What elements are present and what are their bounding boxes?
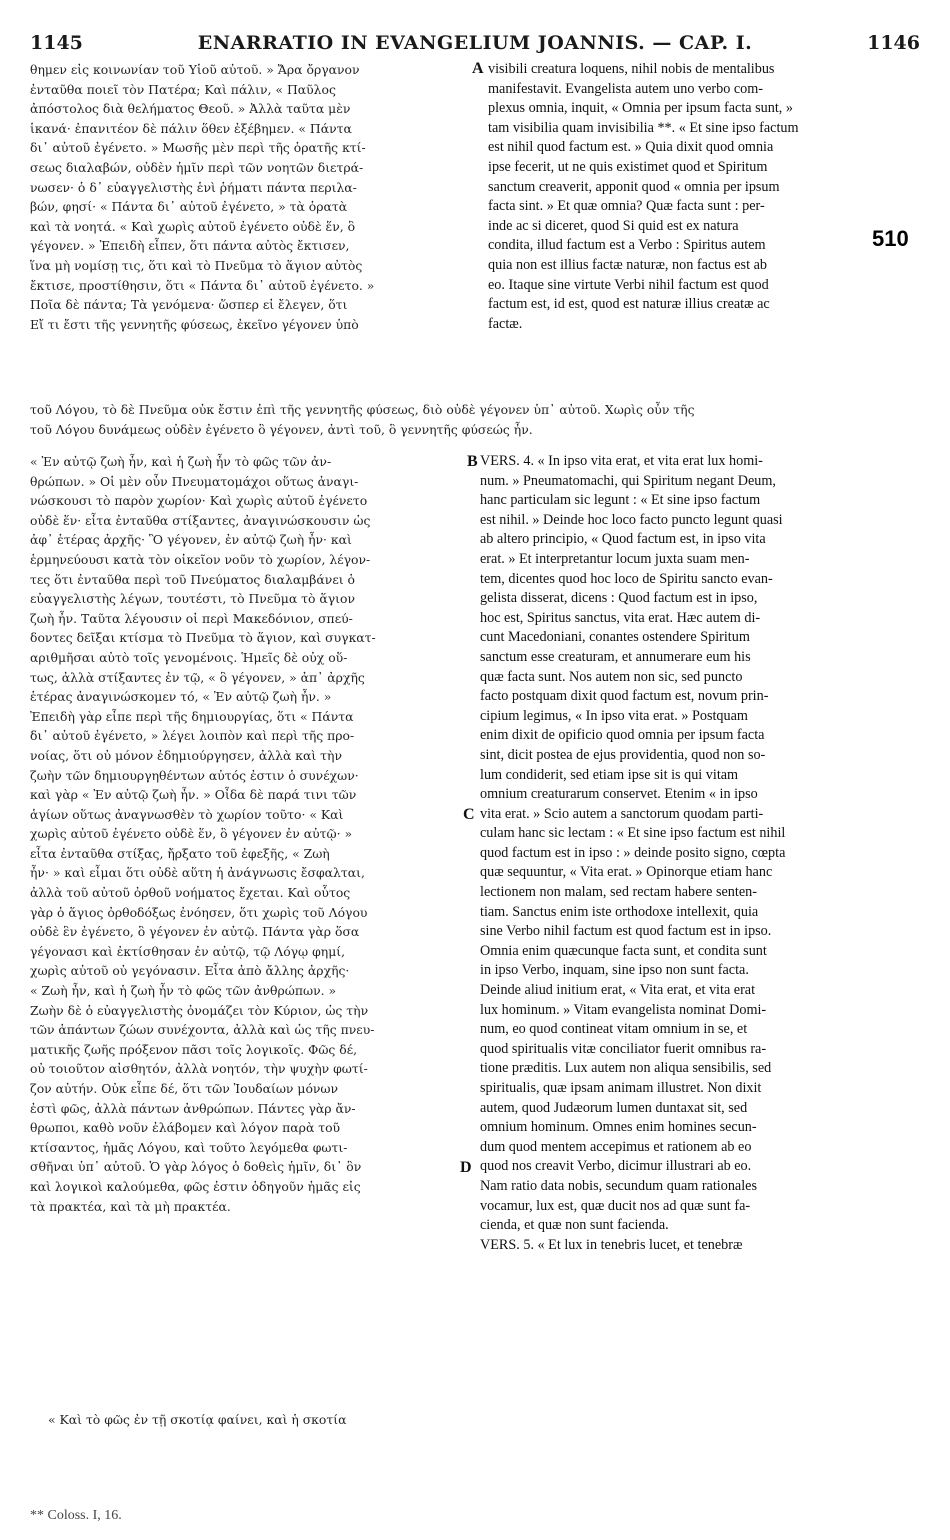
greek-line: ἀπόστολος διὰ θελήματος Θεοῦ. » Ἀλλὰ ταῦτα μὲν [30, 101, 351, 117]
latin-line: quod nos creavit Verbo, dicimur illustrari ab eo. [480, 1158, 752, 1175]
greek-line: γέγονασι καὶ ἐκτίσθησαν ἐν αὐτῷ, τῷ Λόγῳ φημί, [30, 943, 346, 959]
greek-line: ζον αὐτήν. Οὐκ εἶπε δέ, ὅτι τῶν Ἰουδαίων μόνων [30, 1081, 339, 1096]
greek-line: τως, ἀλλὰ στίξαντες ἐν τῷ, « ὃ γέγονεν, » ἀπ᾽ ἀρχῆς [30, 669, 365, 685]
greek-line: ἐστὶ φῶς, ἀλλὰ πάντων ἀνθρώπων. Πάντες γὰρ ἄν- [30, 1100, 356, 1116]
latin-line: Nam ratio data nobis, secundum quam rationales [480, 1177, 757, 1194]
latin-line: cipium legimus, « In ipso vita erat. » Postquam [480, 707, 748, 724]
latin-line: sanctum esse creaturam, et annumerare eum his [480, 648, 751, 665]
latin-line: sine Verbo nihil factum est quod factum est in ipso. [480, 923, 772, 940]
greek-line: χωρὶς αὐτοῦ οὐ γεγόνασιν. Εἶτα ἀπὸ ἄλλης ἀρχῆς· [30, 963, 350, 979]
latin-line: num, eo quod contineat vitam omnium in se, et [480, 1021, 748, 1038]
greek-line: νοίας, ὅτι οὐ μόνον ἐδημιούργησεν, ἀλλὰ καὶ τὴν [30, 747, 342, 763]
latin-line: autem, quod Judæorum lumen duntaxat sit, sed [480, 1099, 748, 1116]
latin-line: condita, illud factum est a Verbo : Spiritus autem [488, 237, 766, 254]
latin-column-top [488, 60, 918, 334]
greek-line: νωσεν· ὁ δ᾽ εὐαγγελιστὴς ἑνὶ ῥήματι πάντα περιλα- [30, 179, 357, 195]
running-title: ENARRATIO IN EVANGELIUM JOANNIS. — CAP. I. [197, 32, 753, 54]
greek-last-line [48, 1410, 468, 1430]
column-marker-b: B [467, 453, 478, 470]
greek-line: χωρὶς αὐτοῦ ἐγένετο οὐδὲ ἕν, ὃ γέγονεν ἐν αὐτῷ· » [30, 826, 353, 842]
greek-line: οὐ τοιοῦτον αἰσθητόν, ἀλλὰ νοητόν, τὴν ψυχὴν φωτί- [30, 1061, 368, 1077]
latin-line: quod spiritualis vitæ conciliator fuerit omnibus ra- [480, 1040, 767, 1057]
greek-line: βών, φησί· « Πάντα δι᾽ αὐτοῦ ἐγένετο, » τὰ ὁρατὰ [30, 199, 348, 215]
latin-line: quæ facta sunt. Nos autem non sic, sed puncto [480, 668, 743, 685]
latin-line: VERS. 4. « In ipso vita erat, et vita erat lux homi- [480, 453, 763, 469]
latin-line: tiam. Sanctus enim iste orthodoxe intellexit, quia [480, 903, 759, 920]
latin-line: VERS. 5. « Et lux in tenebris lucet, et tenebræ [480, 1236, 743, 1253]
greek-line: οὐδὲ ἕν· εἶτα ἐνταῦθα στίξαντες, ἀναγινώσκουσιν ὡς [30, 512, 371, 528]
latin-line: tam visibilia quam invisibilia **. « Et sine ipso factum [488, 119, 799, 136]
greek-line: ἐνταῦθα ποιεῖ τὸν Πατέρα; Καὶ πάλιν, « Παῦλος [30, 81, 336, 97]
latin-line: omnium hominum. Omnes enim homines secun- [480, 1119, 757, 1136]
latin-line: ab altero principio, « Quod factum est, in ipso vita [480, 531, 766, 548]
latin-line: hanc particulam sic legunt : « Et sine ipso factum [480, 492, 761, 509]
latin-line: cienda, et quæ non sunt facienda. [480, 1217, 669, 1234]
greek-line: σθῆναι ὑπ᾽ αὐτοῦ. Ὁ γὰρ λόγος ὁ δοθεὶς ἡμῖν, δι᾽ ὃν [30, 1159, 362, 1175]
latin-line: omnium creaturarum conservet. Etenim « in ipso [480, 786, 758, 803]
latin-line: cunt Macedoniani, conantes ostendere Spiritum [480, 629, 750, 646]
greek-line: τῶν ἁπάντων ζώων συνέχοντα, ἀλλὰ καὶ ὡς τῆς πνευ- [30, 1022, 375, 1038]
greek-line: αριθμῆσαι αὐτὸ τοῖς γενομένοις. Ἡμεῖς δὲ οὐχ οὕ- [30, 649, 348, 665]
latin-line: dum quod mentem accepimus et rationem ab eo [480, 1138, 752, 1155]
latin-line: tem, dicentes quod hoc loco de Spiritu sancto evan- [480, 570, 773, 587]
greek-line: δι᾽ αὐτοῦ ἐγένετο. » Μωσῆς μὲν περὶ τῆς ὁρατῆς κτί- [30, 140, 366, 156]
latin-line: vocamur, lux est, quæ ducit nos ad quæ sunt fa- [480, 1197, 751, 1214]
latin-line: sanctum creaverit, apponit quod « omnia per ipsum [488, 178, 780, 195]
greek-line: « Ζωὴ ἦν, καὶ ἡ ζωὴ ἦν τὸ φῶς τῶν ἀνθρώπων. » [30, 983, 337, 999]
greek-line: ἑρμηνεύουσι κατὰ τὸν οἰκεῖον νοῦν τὸ χωρίον, λέγον- [30, 551, 371, 567]
greek-line: εὐαγγελιστὴς λέγων, τουτέστι, τὸ Πνεῦμα τὸ ἅγιον [30, 591, 356, 607]
greek-line: τὰ πρακτέα, καὶ τὰ μὴ πρακτέα. [30, 1198, 231, 1214]
greek-full-width [30, 400, 920, 439]
latin-line: culam hanc sic lectam : « Et sine ipso factum est nihil [480, 825, 786, 842]
greek-line: Εἴ τι ἔστι τῆς γεννητῆς φύσεως, ἐκεῖνο γέγονεν ὑπὸ [30, 316, 359, 332]
greek-line: νώσκουσι τὸ παρὸν χωρίον· Καὶ χωρὶς αὐτοῦ ἐγένετο [30, 493, 368, 509]
greek-line: τες ὅτι ἐνταῦθα περὶ τοῦ Πνεύματος διαλαμβάνει ὁ [30, 571, 355, 587]
greek-line: γέγονεν. » Ἐπειδὴ εἶπεν, ὅτι πάντα αὐτὸς ἔκτισεν, [30, 238, 350, 254]
greek-line: Ποῖα δὲ πάντα; Τὰ γενόμενα· ὥσπερ εἰ ἔλεγεν, ὅτι [30, 297, 348, 313]
greek-line: Ζωὴν δὲ ὁ εὐαγγελιστὴς ὀνομάζει τὸν Κύριον, ὡς τὴν [30, 1002, 369, 1018]
latin-line: facta sint. » Et quæ omnia? Quæ facta sunt : per- [488, 198, 765, 215]
latin-line: num. » Pneumatomachi, qui Spiritum negant Deum, [480, 472, 776, 489]
greek-line: « Ἐν αὐτῷ ζωὴ ἦν, καὶ ἡ ζωὴ ἦν τὸ φῶς τῶν ἀν- [30, 454, 332, 469]
latin-line: gelista disserat, dicens : Quod factum est in ipso, [480, 590, 758, 607]
latin-line: factæ. [488, 315, 523, 332]
greek-line: ἵνα μὴ νομίσῃ τις, ὅτι καὶ τὸ Πνεῦμα τὸ ἅγιον αὐτὸς [30, 257, 363, 273]
greek-line: θρωποι, καθὸ νοῦν ἐλάβομεν καὶ λόγον παρὰ τοῦ [30, 1120, 341, 1136]
latin-line: manifestavit. Evangelista autem uno verbo com- [488, 80, 763, 97]
greek-line: ἀλλὰ τοῦ αὐτοῦ ὀρθοῦ νοήματος ἔχεται. Καὶ οὗτος [30, 885, 351, 901]
greek-line: ζωὴν τῶν δημιουργηθέντων αὐτός ἐστιν ὁ συνέχων· [30, 767, 359, 783]
latin-line: quæ sequuntur, « Vita erat. » Opinorque etiam hanc [480, 864, 773, 881]
greek-line: ζωὴ ἦν. Ταῦτα λέγουσιν οἱ περὶ Μακεδόνιον, σπεύ- [30, 610, 353, 626]
latin-line: vita erat. » Scio autem a sanctorum quodam parti- [480, 805, 764, 822]
greek-line: εἶτα ἐνταῦθα στίξας, ἤρξατο τοῦ ἐφεξῆς, « Ζωὴ [30, 845, 330, 861]
greek-line: τοῦ Λόγου, τὸ δὲ Πνεῦμα οὐκ ἔστιν ἐπὶ τῆς γεννητῆς φύσεως, διὸ οὐδὲ γέγονεν ὑπ᾽ αὐτοῦ. Χωρὶς οὖν τῆς [30, 402, 695, 417]
latin-line: sint, dicit postea de ejus providentia, quod non so- [480, 746, 766, 763]
latin-line: est nihil quod factum est. » Quia dixit quod omnia [488, 139, 774, 156]
latin-column-main [480, 452, 918, 1255]
greek-line: ἔκτισε, προστίθησιν, ὅτι « Πάντα δι᾽ αὐτοῦ ἐγένετο. » [30, 277, 375, 293]
greek-column-main [30, 452, 468, 1216]
greek-line: κτίσαντος, ἡμᾶς Λόγου, καὶ τοῦτο λεγόμεθα φωτι- [30, 1139, 348, 1155]
page-number-right: 1146 [867, 32, 920, 54]
greek-line: Ἐπειδὴ γὰρ εἶπε περὶ τῆς δημιουργίας, ὅτι « Πάντα [30, 708, 354, 724]
greek-line: θρώπων. » Οἱ μὲν οὖν Πνευματομάχοι οὕτως ἀναγι- [30, 473, 359, 489]
greek-line: ἦν· » καὶ εἶμαι ὅτι οὐδὲ αὕτη ἡ ἀνάγνωσις ἔσφαλται, [30, 865, 365, 881]
column-marker-c: C [463, 806, 475, 823]
page-header [30, 32, 920, 58]
greek-line: καὶ τὰ νοητά. « Καὶ χωρὶς αὐτοῦ ἐγένετο οὐδὲ ἕν, ὃ [30, 218, 356, 234]
greek-line: καὶ λογικοὶ καλούμεθα, φῶς ἐστιν ὁδηγοῦν ἡμᾶς εἰς [30, 1178, 361, 1194]
greek-line: ἑτέρας ἀναγινώσκομεν τό, « Ἐν αὐτῷ ζωὴ ἦν. » [30, 689, 332, 705]
greek-line: « Καὶ τὸ φῶς ἐν τῇ σκοτίᾳ φαίνει, καὶ ἡ σκοτία [48, 1412, 347, 1427]
greek-line: θημεν εἰς κοινωνίαν τοῦ Υἱοῦ αὐτοῦ. » Ἄρα ὄργανον [30, 62, 360, 77]
latin-line: facto postquam dixit quod factum est, novum prin- [480, 688, 769, 705]
latin-line: erat. » Et interpretantur locum juxta suam men- [480, 550, 750, 567]
latin-line: tione præditis. Lux autem non aliqua sensibilis, sed [480, 1060, 772, 1077]
greek-line: ματικῆς ζωῆς πρόξενον πᾶσι τοῖς λογικοῖς. Φῶς δέ, [30, 1041, 358, 1057]
latin-line: eo. Itaque sine virtute Verbi nihil factum est quod [488, 276, 769, 293]
latin-line: in ipso Verbo, inquam, sine ipso non sunt facta. [480, 962, 749, 979]
greek-line: σεως διαλαβών, οὐδὲν ἡμῖν περὶ τῶν νοητῶν διετρά- [30, 159, 364, 175]
latin-line: hoc est, Spiritus sanctus, vita erat. Hæc autem di- [480, 609, 761, 626]
latin-line: est nihil. » Deinde hoc loco facto puncto legunt quasi [480, 511, 783, 528]
latin-line: lectionem non malam, sed rectam habere senten- [480, 884, 757, 901]
greek-line: τοῦ Λόγου δυνάμεως οὐδὲν ἐγένετο ὃ γέγονεν, ἀντὶ τοῦ, ὃ γεννητῆς φύσεώς ἦν. [30, 421, 533, 437]
greek-line: ἁγίων οὕτως ἀναγνωσθὲν τὸ χωρίον τοῦτο· « Καὶ [30, 806, 344, 822]
latin-line: visibili creatura loquens, nihil nobis de mentalibus [488, 61, 775, 77]
latin-line: quia non est illius factæ naturæ, non factus est ab [488, 256, 767, 273]
column-marker-a: A [472, 60, 484, 77]
latin-line: lum condiderit, sed etiam ipse sit is qui vitam [480, 766, 739, 783]
latin-line: ipse fecerit, ut ne quis existimet quod et Spiritum [488, 158, 768, 175]
latin-line: lux hominum. » Vitam evangelista nominat Domi- [480, 1001, 767, 1018]
latin-line: inde ac si diceret, quod Si quid est ex natura [488, 217, 739, 234]
latin-line: Deinde aliud initium erat, « Vita erat, et vita erat [480, 982, 756, 999]
greek-line: ἀφ᾽ ἑτέρας ἀρχῆς· Ὃ γέγονεν, ἐν αὐτῷ ζωὴ ἦν· καὶ [30, 532, 352, 548]
latin-line: plexus omnia, inquit, « Omnia per ipsum facta sunt, » [488, 100, 793, 117]
greek-line: οὐδὲ ἓν ἐγένετο, ὃ γέγονεν ἐν αὐτῷ. Πάντα γὰρ ὅσα [30, 924, 360, 940]
page-number-left: 1145 [30, 32, 83, 54]
greek-line: δοντες δεῖξαι κτίσμα τὸ Πνεῦμα τὸ ἅγιον, καὶ συγκατ- [30, 630, 376, 646]
latin-line: spiritualis, quæ ipsam animam illustret. Non dixit [480, 1080, 762, 1096]
greek-line: δι᾽ αὐτοῦ ἐγένετο, » λέγει λοιπὸν καὶ περὶ τῆς προ- [30, 728, 355, 744]
greek-line: γὰρ ὁ ἅγιος ὀρθοδόξως ἐνόησεν, ὅτι χωρὶς τοῦ Λόγου [30, 904, 368, 920]
footnote: ** Coloss. I, 16. [30, 1508, 122, 1523]
greek-line: καὶ γὰρ « Ἐν αὐτῷ ζωὴ ἦν. » Οἶδα δὲ παρά τινι τῶν [30, 787, 357, 803]
greek-line: ἱκανά· ἐπανιτέον δὲ πάλιν ὅθεν ἐξέβημεν. « Πάντα [30, 120, 352, 136]
greek-column-top [30, 60, 468, 334]
latin-line: quod factum est in ipso : » deinde posito signo, cœpta [480, 844, 786, 861]
latin-line: enim dixit de opificio quod omnia per ipsum facta [480, 727, 765, 744]
latin-line: Omnia enim quæcunque facta sunt, et condita sunt [480, 942, 767, 959]
latin-line: factum est, id est, quod est naturæ illius creatæ ac [488, 296, 770, 313]
column-marker-d: D [460, 1159, 472, 1176]
margin-number: 510 [872, 226, 909, 251]
